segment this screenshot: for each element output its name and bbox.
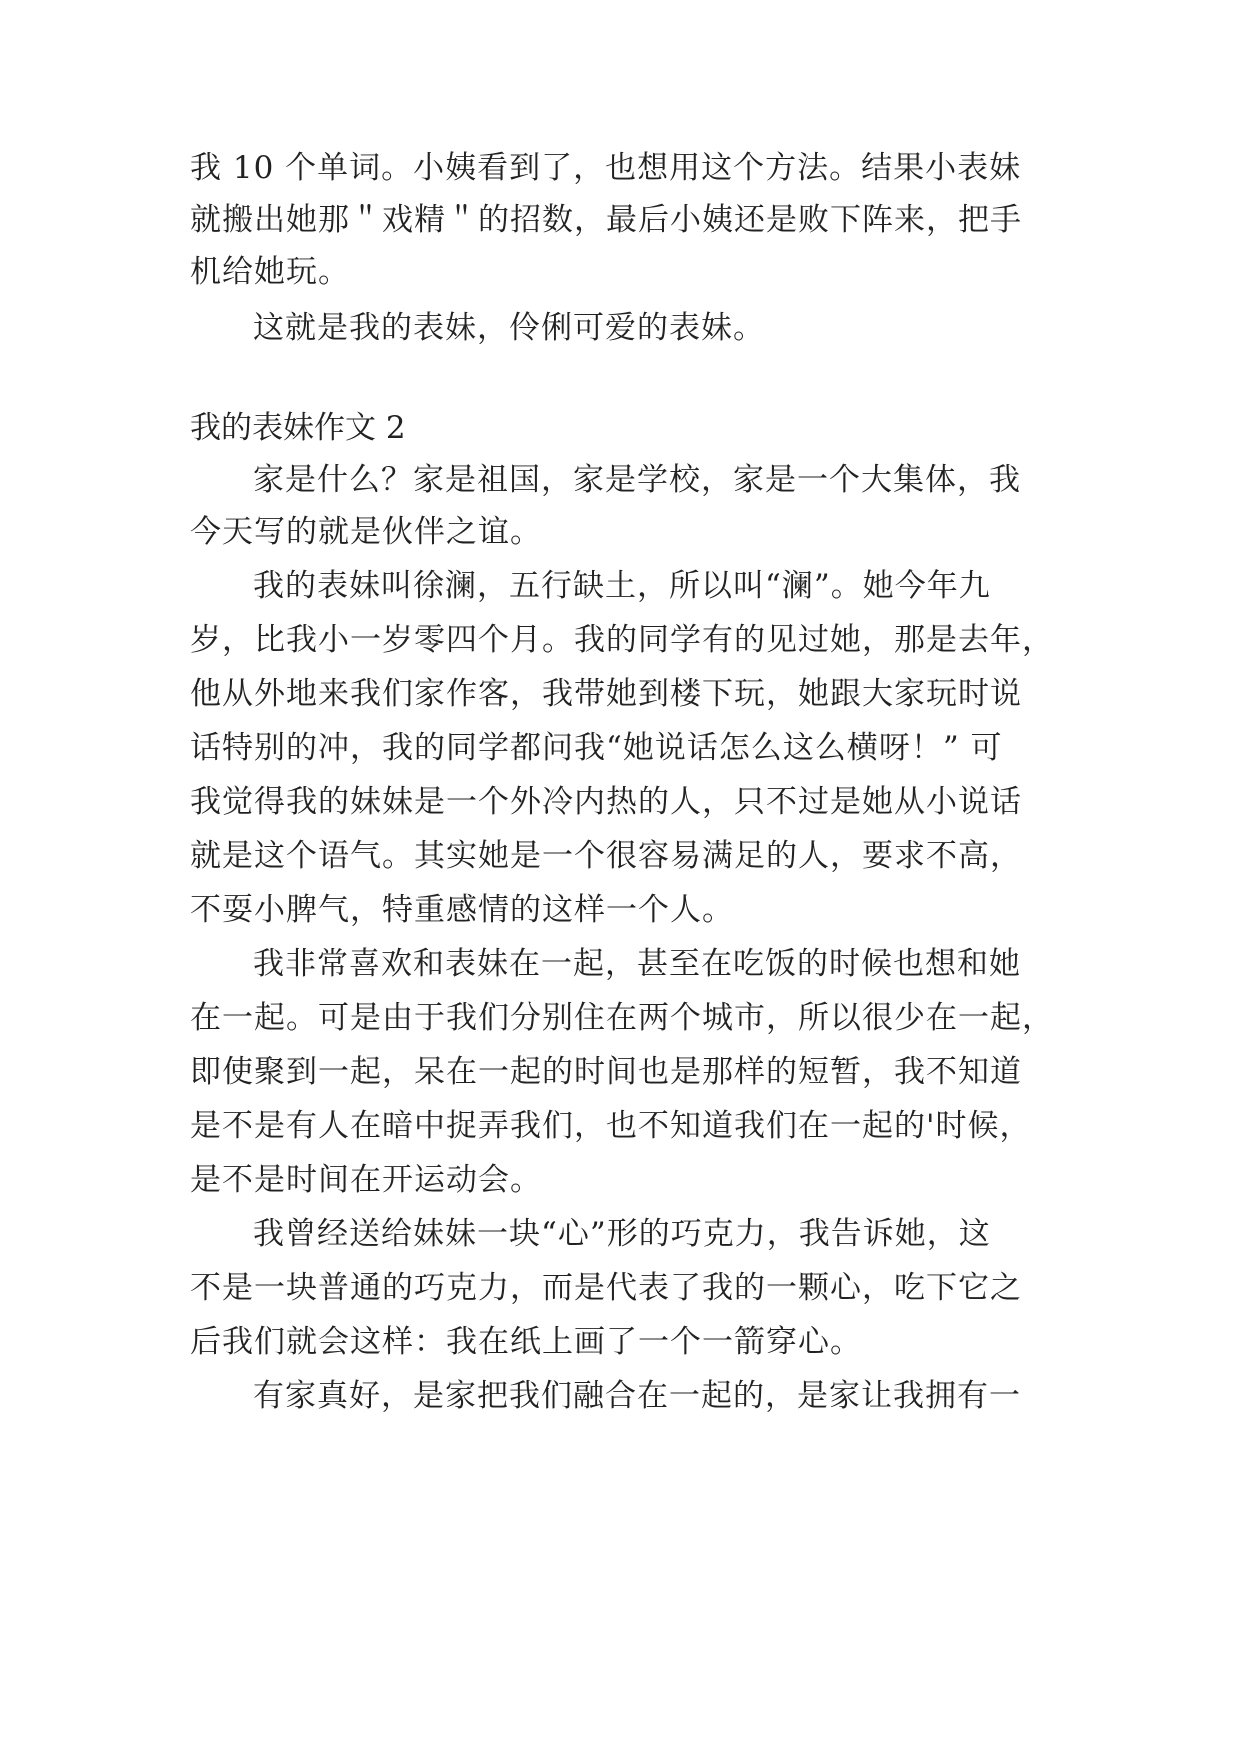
text-line: 是不是时间在开运动会。 [190,1162,542,1198]
essay-title: 我的表妹作文 2 [190,410,406,446]
text-line: 今天写的就是伙伴之谊。 [190,514,542,550]
text-line: 就搬出她那＂戏精＂的招数，最后小姨还是败下阵来，把手 [190,202,1022,238]
text-line: 他从外地来我们家作客，我带她到楼下玩，她跟大家玩时说 [190,676,1022,712]
text-line: 我的表妹叫徐澜，五行缺土，所以叫“澜”。她今年九 [253,568,991,604]
text-line: 后我们就会这样：我在纸上画了一个一箭穿心。 [190,1324,862,1360]
text-line: 我非常喜欢和表妹在一起，甚至在吃饭的时候也想和她 [253,946,1021,982]
text-line: 是不是有人在暗中捉弄我们，也不知道我们在一起的'时候， [190,1108,1032,1144]
text-line: 岁，比我小一岁零四个月。我的同学有的见过她，那是去年， [190,622,1054,658]
text-line: 不是一块普通的巧克力，而是代表了我的一颗心，吃下它之 [190,1270,1022,1306]
text-line: 机给她玩。 [190,254,350,290]
text-line: 即使聚到一起，呆在一起的时间也是那样的短暂，我不知道 [190,1054,1022,1090]
text-line: 就是这个语气。其实她是一个很容易满足的人，要求不高， [190,838,1022,874]
text-line: 在一起。可是由于我们分别住在两个城市，所以很少在一起， [190,1000,1054,1036]
text-line: 有家真好，是家把我们融合在一起的，是家让我拥有一 [253,1378,1021,1414]
text-line: 家是什么？家是祖国，家是学校，家是一个大集体，我 [253,462,1021,498]
text-line: 我 10 个单词。小姨看到了，也想用这个方法。结果小表妹 [190,150,1022,186]
text-line: 不耍小脾气，特重感情的这样一个人。 [190,892,734,928]
text-line: 这就是我的表妹，伶俐可爱的表妹。 [253,310,765,346]
text-line: 我曾经送给妹妹一块“心”形的巧克力，我告诉她，这 [253,1216,991,1252]
text-line: 话特别的冲，我的同学都问我“她说话怎么这么横呀！” 可 [190,730,1003,766]
text-line: 我觉得我的妹妹是一个外冷内热的人，只不过是她从小说话 [190,784,1022,820]
